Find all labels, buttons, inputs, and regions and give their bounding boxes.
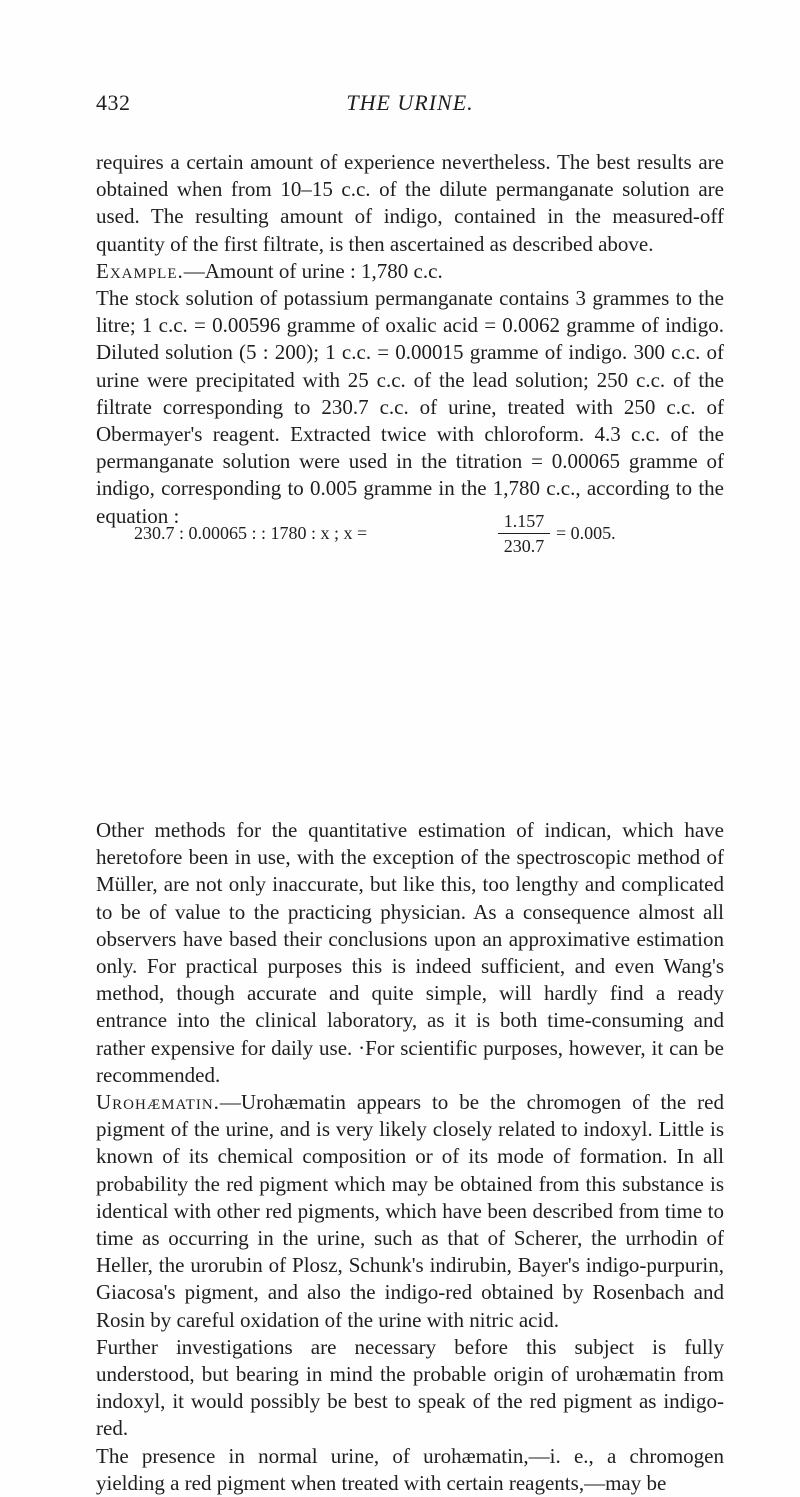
urohaematin-text: —Urohæmatin appears to be the chromogen of the red pigment of the urine, and is very likely closely related to indoxyl. Little is known of its chemical composition or of its mode of formation. In all probability the red pigment which may be obtained from this substance is identical with other red pigments, which have been described from time to time as occurring in the urine, such as that of Scherer, the urrhodin of Heller, the urorubin of Plosz, Schunk's indirubin, Bayer's indigo-purpurin, Giacosa's pigment, and also the indigo-red obtained by Rosenbach and Rosin by careful oxidation of the urine with nitric acid. xyxy=(96,1090,724,1332)
urohaematin-label: Urohæmatin. xyxy=(96,1090,220,1115)
page-header xyxy=(96,90,724,120)
paragraph-stock-solution: The stock solution of potassium permanganate contains 3 grammes to the litre; 1 c.c. = 0.00596 gramme of oxalic acid = 0.0062 gramme of indigo. Diluted solution (5 : 200); 1 c.c. = 0.00015 gramme of indigo. 300 c.c. of urine were precipitated with 25 c.c. of the lead solution; 250 c.c. of the filtrate corresponding to 230.7 c.c. of urine, treated with 250 c.c. of Obermayer's reagent. Extracted twice with chloroform. 4.3 c.c. of the permanganate solution were used in the titration = 0.00065 gramme of indigo, corresponding to 0.005 gramme in the 1,780 c.c., according to the equation : xyxy=(96,286,724,528)
running-head: THE URINE. xyxy=(346,90,474,115)
text-block-bottom xyxy=(96,817,724,1497)
equation-result: = 0.005. xyxy=(556,523,616,543)
text-block-top xyxy=(96,149,724,530)
example-text: —Amount of urine : 1,780 c.c. xyxy=(183,258,443,283)
paragraph-continuation: requires a certain amount of experience nevertheless. The best results are obtained when from 10–15 c.c. of the dilute permanganate solution are used. The resulting amount of indigo, contained in the measured-off quantity of the first filtrate, is then ascertained as described above. xyxy=(96,150,724,256)
paragraph-urohaematin xyxy=(96,1089,724,1334)
equation-denominator: 230.7 xyxy=(503,536,545,556)
paragraph-further-investigations: Further investigations are necessary before this subject is fully understood, but bearing in mind the probable origin of urohæmatin from indoxyl, it would possibly be best to speak of the red pigment as indigo-red. xyxy=(96,1334,724,1441)
equation xyxy=(134,511,694,565)
equation-fraction xyxy=(494,511,554,556)
page-number: 432 xyxy=(96,90,131,115)
equation-lhs: 230.7 : 0.00065 : : 1780 : x ; x = xyxy=(134,523,368,543)
fraction-bar xyxy=(498,533,550,534)
paragraph-example xyxy=(96,258,724,285)
example-label: Example. xyxy=(96,258,184,283)
paragraph-other-methods: Other methods for the quantitative estimation of indican, which have heretofore been in use, with the exception of the spectroscopic method of Müller, are not only inaccurate, but like this, too lengthy and complicated to be of value to the practicing physician. As a consequence almost all observers have based their conclusions upon an approximative estimation only. For practical purposes this is indeed sufficient, and even Wang's method, though accurate and quite simple, will hardly find a ready entrance into the clinical laboratory, as it is both time-consuming and rather expensive for daily use. ·For scientific purposes, however, it can be recommended. xyxy=(96,818,724,1087)
paragraph-presence: The presence in normal urine, of urohæmatin,—i. e., a chromogen yielding a red pigment when treated with certain reagents,—may be xyxy=(96,1443,724,1495)
equation-numerator: 1.157 xyxy=(503,511,545,531)
